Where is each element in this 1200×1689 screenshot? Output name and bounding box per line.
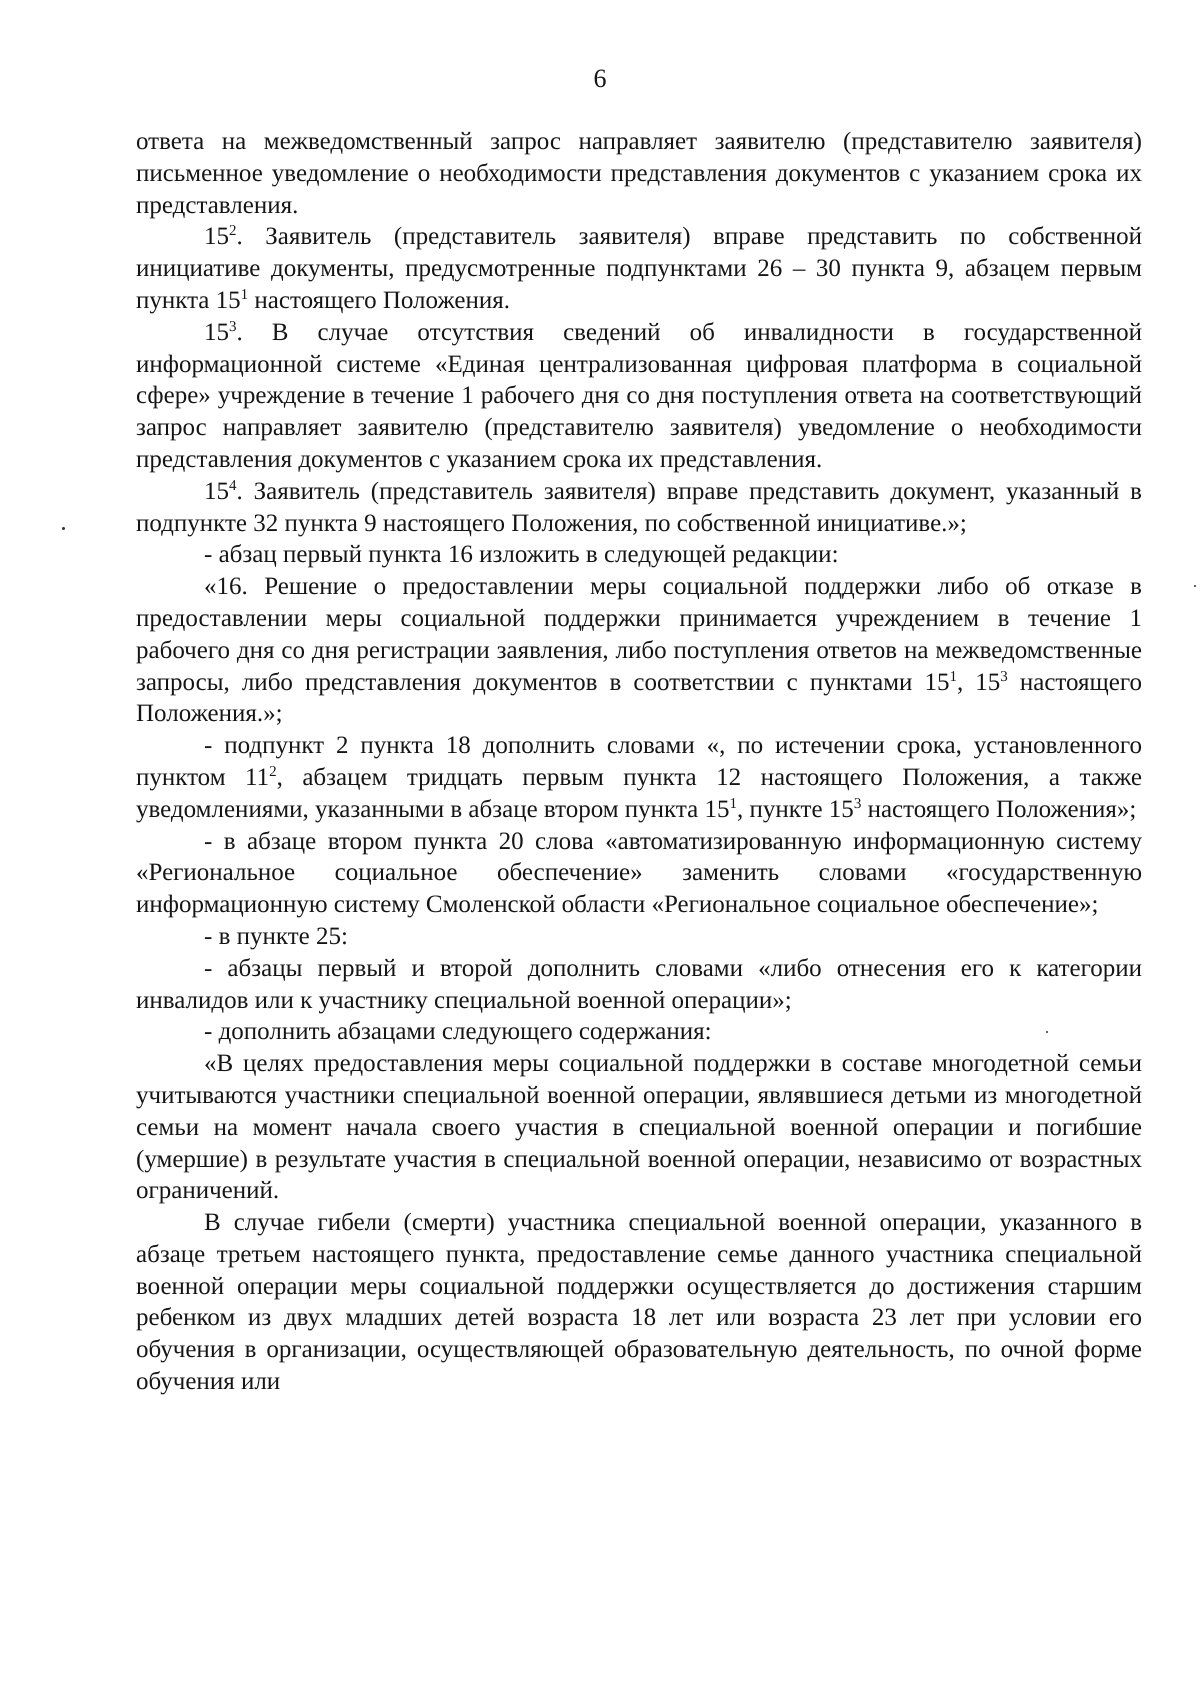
paragraph-text-tail: настоящего Положения.	[248, 286, 510, 314]
paragraph-text-mid: , абзацем тридцать первым пункта 12 настоящего Положения, а также уведомлениями, указанными в абзаце втором пункта 15	[136, 763, 1142, 823]
paragraph-amend-25	[136, 921, 1142, 953]
document-body	[136, 126, 1142, 1398]
paragraph-amend-16	[136, 539, 1142, 571]
paragraph-svo-death	[136, 1207, 1142, 1398]
paragraph-text: - дополнить абзацами следующего содержания:	[204, 1018, 712, 1046]
paragraph-15-2	[136, 221, 1142, 316]
paragraph-text: - абзацы первый и второй дополнить словами «либо отнесения его к категории инвалидов или к участнику специальной военной операции»;	[136, 954, 1142, 1014]
paragraph-text: ответа на межведомственный запрос направляет заявителю (представителю заявителя) письменное уведомление о необходимости представления документов с указанием срока их представления.	[136, 128, 1142, 219]
paragraph-text-tail: настоящего Положения.»;	[136, 668, 1143, 728]
reference-superscript: 1	[729, 795, 737, 812]
paragraph-amend-18	[136, 730, 1142, 825]
paragraph-text-mid: , 15	[956, 668, 1001, 696]
paragraph-text: - в абзаце втором пункта 20 слова «автоматизированную информационную систему «Региональное социальное обеспечение» заменить словами «государственную информационную систему Смоленской области «Региональное социальное обеспечение»;	[136, 827, 1142, 919]
clause-number: 15	[204, 223, 229, 251]
scan-speck	[1194, 585, 1196, 587]
paragraph-text-mid: , пункте 15	[736, 795, 854, 823]
reference-superscript: 1	[240, 286, 249, 303]
paragraph-text: «В целях предоставления меры социальной поддержки в составе многодетной семьи учитываются участники специальной военной операции, являвшиеся детьми из многодетной семьи на момент начала своего участия в специальной военной операции и погибшие (умершие) в результате участия в специальной военной операции, независимо от возрастных ограничений.	[136, 1050, 1142, 1205]
paragraph-text: - в пункте 25:	[204, 922, 348, 950]
paragraph-text-tail: настоящего Положения»;	[861, 795, 1137, 823]
paragraph-request-response	[136, 126, 1142, 221]
paragraph-text: - абзац первый пункта 16 изложить в следующей редакции:	[204, 541, 839, 569]
paragraph-text: «16. Решение о предоставлении меры социальной поддержки либо об отказе в предоставлении меры социальной поддержки принимается учреждением в течение 1 рабочего дня со дня регистрации заявления, либо поступления ответов на межведомственные запросы, либо представления документов в соответствии с пунктами 15	[136, 573, 1142, 696]
clause-number-superscript: 3	[229, 318, 237, 335]
reference-superscript: 2	[269, 763, 277, 780]
clause-number-superscript: 2	[229, 223, 237, 240]
paragraph-text: . Заявитель (представитель заявителя) вправе представить документ, указанный в подпункте 32 пункта 9 настоящего Положения, по собственной инициативе.»;	[136, 477, 1142, 537]
clause-number: 15	[204, 318, 229, 346]
paragraph-16-text	[136, 571, 1142, 730]
paragraph-amend-25-abz	[136, 953, 1142, 1017]
paragraph-15-4	[136, 476, 1142, 540]
page-number: 6	[593, 64, 607, 93]
reference-superscript: 3	[1000, 668, 1008, 685]
paragraph-text: В случае гибели (смерти) участника специальной военной операции, указанного в абзаце третьем настоящего пункта, предоставление семье данного участника специальной военной операции меры социальной поддержки осуществляется до достижения старшим ребенком из двух младших детей возраста 18 лет или возраста 23 лет при условии его обучения в организации, осуществляющей образовательную деятельность, по очной форме обучения или	[136, 1209, 1142, 1396]
paragraph-15-3	[136, 317, 1142, 476]
paragraph-text: . Заявитель (представитель заявителя) вправе представить по собственной инициативе документы, предусмотренные подпунктами 26 – 30 пункта 9, абзацем первым пункта 15	[136, 223, 1142, 314]
paragraph-text: . В случае отсутствия сведений об инвалидности в государственной информационной системе «Единая централизованная цифровая платформа в социальной сфере» учреждение в течение 1 рабочего дня со дня поступления ответа на соответствующий запрос направляет заявителю (представителю заявителя) уведомление о необходимости представления документов с указанием срока их представления.	[136, 318, 1142, 473]
scan-speck	[1046, 1031, 1048, 1033]
clause-number-superscript: 4	[229, 477, 237, 494]
scan-speck	[62, 527, 65, 530]
paragraph-text: - подпункт 2 пункта 18 дополнить словами «, по истечении срока, установленного пунктом 11	[136, 732, 1142, 791]
reference-superscript: 1	[949, 668, 957, 685]
reference-superscript: 3	[853, 795, 862, 812]
paragraph-amend-20	[136, 826, 1142, 921]
paragraph-amend-25-add	[136, 1016, 1142, 1048]
clause-number: 15	[204, 477, 229, 505]
paragraph-svo-family	[136, 1048, 1142, 1207]
